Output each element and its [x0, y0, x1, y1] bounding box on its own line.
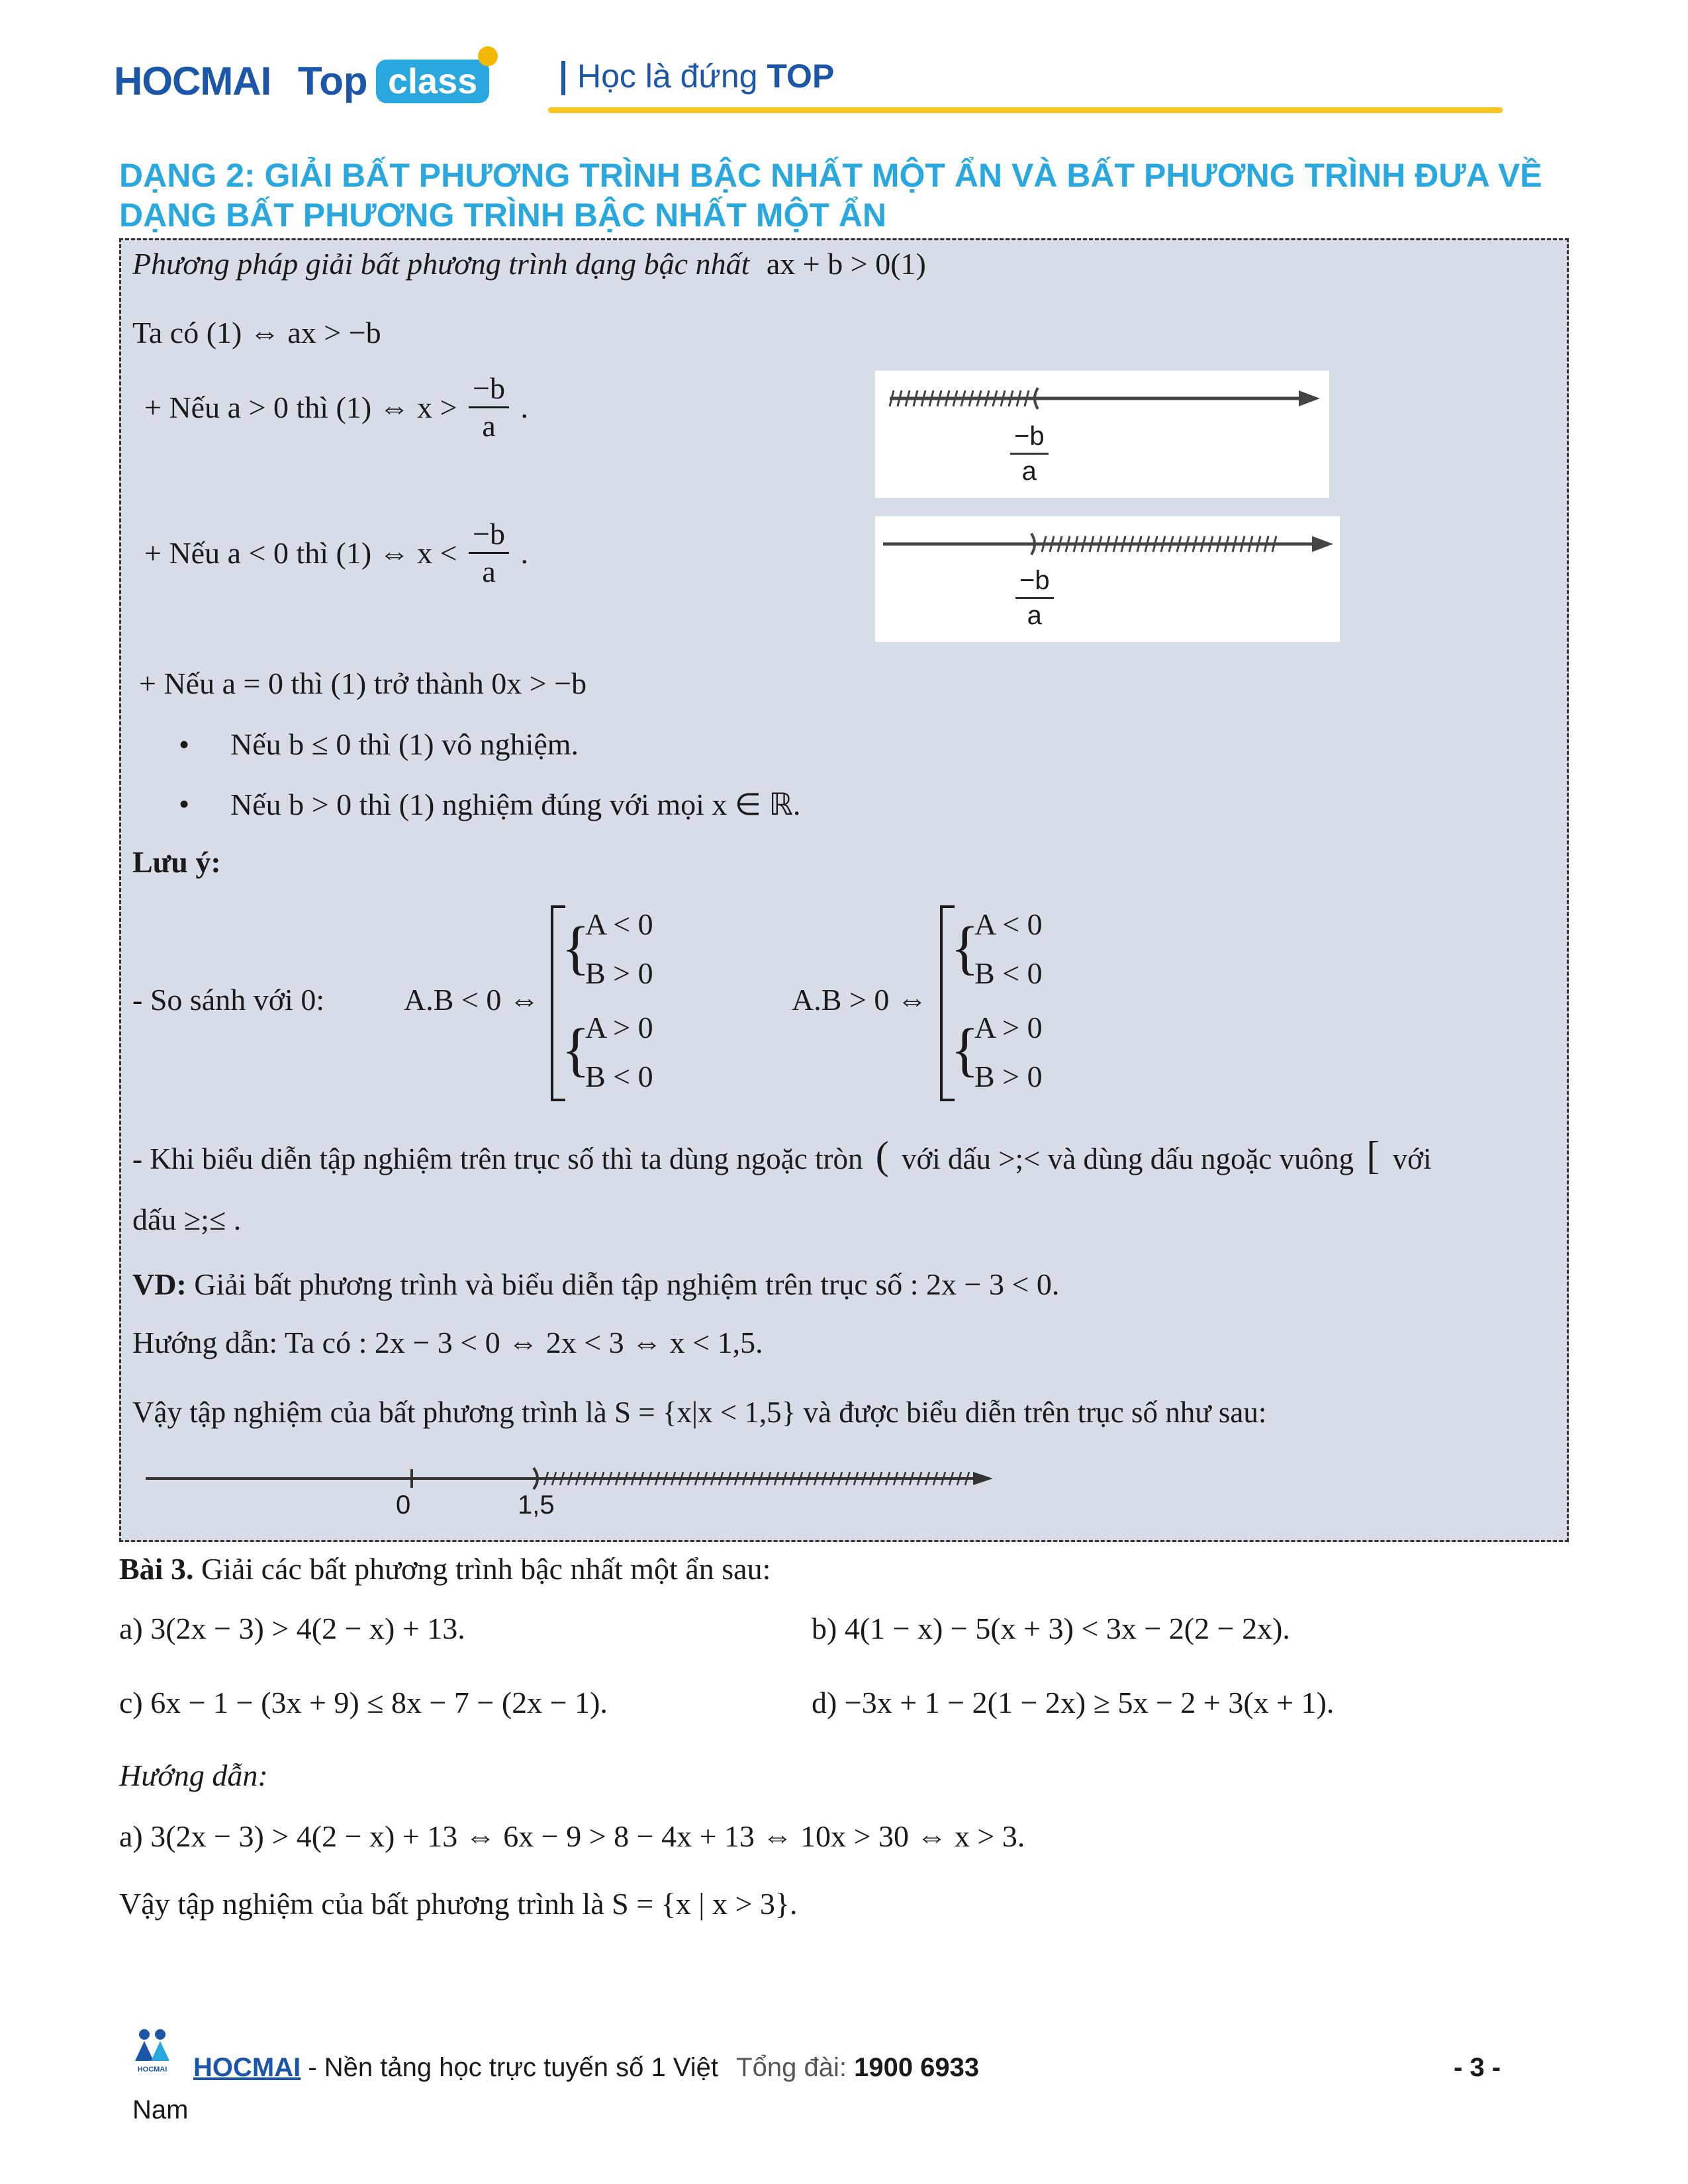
pos-sys-1: A < 0 — [974, 907, 1043, 941]
fraction-neg-b-over-a — [469, 371, 509, 444]
example-line — [132, 1267, 1059, 1302]
logo-top: Top — [298, 59, 368, 103]
exercise-title: Giải các bất phương trình bậc nhất một ẩn sau: — [201, 1552, 771, 1586]
paren-note-text-3: với — [1392, 1142, 1432, 1175]
solution-set: Vậy tập nghiệm của bất phương trình là S = {x | x > 3}. — [119, 1887, 798, 1921]
fraction-numerator: −b — [469, 371, 509, 408]
brace-icon: { — [951, 1017, 980, 1083]
number-line-3 — [139, 1453, 1000, 1533]
exercise-heading — [119, 1551, 771, 1586]
solution-a: a) 3(2x − 3) > 4(2 − x) + 13 ⇔ 6x − 9 > 8 − 4x + 13 ⇔ 10x > 30 ⇔ x > 3. — [119, 1819, 1025, 1853]
footer-wrap-text: Nam — [132, 2095, 189, 2124]
exercise-b: b) 4(1 − x) − 5(x + 3) < 3x − 2(2 − 2x). — [812, 1612, 1290, 1645]
bullet-1: Nếu b ≤ 0 thì (1) vô nghiệm. — [230, 727, 579, 761]
nl2-numerator: −b — [1015, 564, 1054, 599]
exercise-c: c) 6x − 1 − (3x + 9) ≤ 8x − 7 − (2x − 1). — [119, 1686, 608, 1719]
fraction-neg-b-over-a-2 — [469, 516, 509, 590]
brace-icon: { — [561, 915, 590, 981]
fraction-denominator: a — [482, 409, 496, 443]
bullet-dot-icon: • — [179, 787, 190, 821]
example-label: VD: — [132, 1267, 187, 1301]
nl2-denominator: a — [1027, 601, 1042, 630]
logo-hocmai: HOCMAI — [114, 59, 271, 103]
header-separator — [561, 61, 565, 95]
brace-icon: { — [951, 915, 980, 981]
footer-logo-text: HOCMAI — [137, 2066, 167, 2073]
logo-star-icon — [478, 46, 498, 66]
tagline-top: TOP — [767, 58, 835, 95]
arrow-head-icon — [973, 1472, 993, 1485]
case-a-positive-text: + Nếu a > 0 thì (1) ⇔ x > — [144, 390, 457, 424]
tagline — [577, 57, 834, 95]
bullet-2: Nếu b > 0 thì (1) nghiệm đúng với mọi x ∈ ℝ. — [230, 788, 801, 821]
nl1-numerator: −b — [1010, 420, 1049, 455]
number-line-2 — [875, 516, 1340, 642]
neg-sys-3: A > 0 — [585, 1011, 653, 1044]
note-label: Lưu ý: — [132, 845, 221, 879]
footer-hotline: 1900 6933 — [854, 2053, 980, 2082]
arrow-head-icon — [1299, 390, 1320, 406]
brace-icon: { — [561, 1017, 590, 1083]
ta-co-line: Ta có (1) ⇔ ax > −b — [132, 316, 381, 349]
people-icon — [131, 2028, 173, 2062]
case-a-negative — [144, 516, 528, 590]
footer-text — [193, 2053, 979, 2083]
number-line-1 — [875, 371, 1329, 498]
tagline-text: Học là đứng — [577, 58, 758, 95]
section-title-line1: DẠNG 2: GIẢI BẤT PHƯƠNG TRÌNH BẬC NHẤT MỘT ẨN VÀ BẤT PHƯƠNG TRÌNH ĐƯA VỀ — [119, 157, 1542, 194]
header-underline — [548, 107, 1503, 113]
fraction-numerator: −b — [469, 516, 509, 554]
nl1-denominator: a — [1021, 457, 1037, 486]
case-a-positive-dot: . — [520, 390, 529, 424]
neg-sys-4: B < 0 — [585, 1060, 653, 1093]
page-number: - 3 - — [1454, 2053, 1501, 2082]
axis-label-0: 0 — [396, 1490, 411, 1520]
square-bracket-glyph: [ — [1366, 1134, 1380, 1177]
logo-class: class — [376, 60, 489, 103]
compare-label: - So sánh với 0: — [132, 983, 325, 1017]
guide-label: Hướng dẫn: — [119, 1758, 268, 1792]
number-line-box-1 — [875, 371, 1329, 498]
footer-brand-link[interactable]: HOCMAI — [193, 2053, 301, 2082]
axis-label-1-5: 1,5 — [518, 1490, 555, 1520]
footer-hotline-label: Tổng đài: — [736, 2053, 847, 2082]
number-line-box-2 — [875, 516, 1340, 642]
ab-negative: A.B < 0 ⇔ — [404, 983, 539, 1017]
method-heading — [132, 246, 926, 281]
bullet-dot-icon: • — [179, 727, 190, 761]
method-heading-text: Phương pháp giải bất phương trình dạng bậc nhất — [132, 247, 750, 281]
example-conclusion: Vậy tập nghiệm của bất phương trình là S = {x|x < 1,5} và được biểu diễn trên trục số như sau: — [132, 1396, 1267, 1429]
neg-sys-1: A < 0 — [585, 907, 653, 941]
number-line-2-fraction — [1015, 564, 1054, 632]
paren-note-text-2: với dấu >;< và dùng dấu ngoặc vuông — [901, 1142, 1354, 1175]
exercise-d: d) −3x + 1 − 2(1 − 2x) ≥ 5x − 2 + 3(x + 1). — [812, 1686, 1335, 1719]
case-a-positive — [144, 371, 528, 444]
case-a-negative-dot: . — [520, 536, 529, 570]
exercise-a: a) 3(2x − 3) > 4(2 − x) + 13. — [119, 1612, 465, 1645]
example-text: Giải bất phương trình và biểu diễn tập nghiệm trên trục số : 2x − 3 < 0. — [194, 1267, 1060, 1301]
method-heading-formula: ax + b > 0(1) — [766, 247, 926, 281]
case-a-negative-text: + Nếu a < 0 thì (1) ⇔ x < — [144, 536, 457, 570]
footer-slogan: - Nền tảng học trực tuyến số 1 Việt — [301, 2053, 719, 2082]
case-a-zero: + Nếu a = 0 thì (1) trở thành 0x > −b — [139, 666, 587, 700]
paren-note-line2: dấu ≥;≤ . — [132, 1203, 242, 1236]
fraction-denominator: a — [482, 555, 496, 588]
pos-sys-2: B < 0 — [974, 956, 1043, 990]
pos-sys-3: A > 0 — [974, 1011, 1043, 1044]
pos-sys-4: B > 0 — [974, 1060, 1043, 1093]
paren-note-line1 — [132, 1133, 1431, 1179]
section-title-line2: DẠNG BẤT PHƯƠNG TRÌNH BẬC NHẤT MỘT ẨN — [119, 197, 887, 234]
exercise-label: Bài 3. — [119, 1552, 194, 1586]
number-line-1-fraction — [1010, 420, 1049, 488]
neg-sys-2: B > 0 — [585, 956, 653, 990]
example-guide: Hướng dẫn: Ta có : 2x − 3 < 0 ⇔ 2x < 3 ⇔ x < 1,5. — [132, 1326, 763, 1359]
arrow-head-icon — [1312, 536, 1333, 552]
footer-logo — [131, 2028, 173, 2074]
round-paren-glyph: ( — [875, 1134, 889, 1177]
ab-positive: A.B > 0 ⇔ — [792, 983, 927, 1017]
paren-note-text-1: - Khi biểu diễn tập nghiệm trên trục số thì ta dùng ngoặc tròn — [132, 1142, 863, 1175]
